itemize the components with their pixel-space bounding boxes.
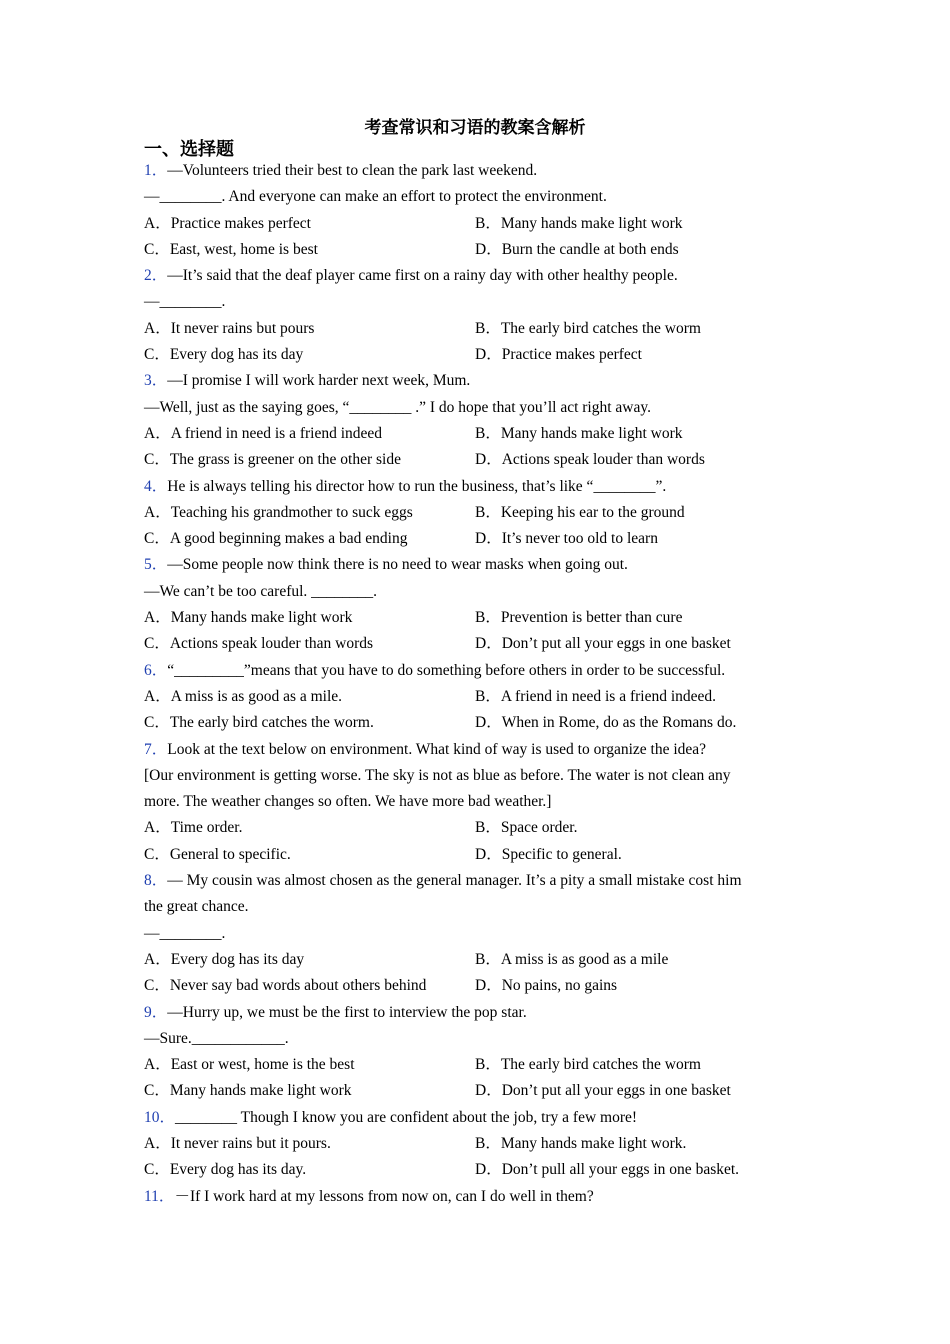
option-row (144, 421, 804, 447)
option-row (144, 1131, 804, 1157)
answer-option: D．Practice makes perfect (475, 346, 642, 364)
answer-option: B．Keeping his ear to the ground (475, 503, 685, 521)
question-line (144, 894, 804, 920)
answer-option: C．The early bird catches the worm. (144, 714, 374, 732)
question-text: “_________”means that you have to do something before others in order to be successful. (167, 661, 726, 679)
question-text: —________. And everyone can make an effort to protect the environment. (144, 188, 607, 206)
question-text: [Our environment is getting worse. The sky is not as blue as before. The water is not clean any (144, 766, 731, 784)
option-row (144, 237, 804, 263)
question-item (144, 158, 804, 263)
answer-option: A．East or west, home is the best (144, 1056, 355, 1074)
answer-option: D．Specific to general. (475, 845, 622, 863)
question-text: the great chance. (144, 898, 249, 916)
question-item (144, 552, 804, 657)
question-text: — My cousin was almost chosen as the general manager. It’s a pity a small mistake cost him (167, 872, 742, 890)
question-number: 8． (144, 872, 168, 890)
question-line (144, 184, 804, 210)
question-stem (144, 368, 804, 394)
option-row (144, 342, 804, 368)
question-item (144, 1000, 804, 1105)
answer-option: D．Burn the candle at both ends (475, 240, 679, 258)
answer-option: B．A friend in need is a friend indeed. (475, 687, 717, 705)
option-row (144, 500, 804, 526)
answer-option: C．General to specific. (144, 845, 291, 863)
question-item (144, 737, 804, 868)
answer-option: D．When in Rome, do as the Romans do. (475, 714, 737, 732)
option-row (144, 947, 804, 973)
question-text: －If I work hard at my lessons from now on, can I do well in them? (174, 1187, 594, 1205)
answer-option: A．Time order. (144, 819, 243, 837)
question-number: 3． (144, 372, 168, 390)
question-number: 2． (144, 267, 168, 285)
question-item (144, 263, 804, 368)
question-number: 11． (144, 1187, 175, 1205)
question-text: —It’s said that the deaf player came first on a rainy day with other healthy people. (167, 267, 678, 285)
question-item (144, 474, 804, 553)
question-number: 5． (144, 556, 168, 574)
question-number: 4． (144, 477, 168, 495)
question-stem (144, 263, 804, 289)
answer-option: A．It never rains but it pours. (144, 1134, 331, 1152)
question-text: —Well, just as the saying goes, “________ .” I do hope that you’ll act right away. (144, 398, 651, 416)
question-line (144, 579, 804, 605)
question-stem (144, 552, 804, 578)
question-text: —Hurry up, we must be the first to interview the pop star. (167, 1003, 527, 1021)
question-stem (144, 868, 804, 894)
answer-option: B．Many hands make light work. (475, 1134, 687, 1152)
option-row (144, 631, 804, 657)
answer-option: A．Practice makes perfect (144, 214, 311, 232)
answer-option: C．A good beginning makes a bad ending (144, 530, 408, 548)
question-number: 1． (144, 162, 168, 179)
section-heading: 一、选择题 (144, 139, 234, 160)
question-text: —Volunteers tried their best to clean the park last weekend. (167, 162, 538, 179)
answer-option: C．Every dog has its day (144, 346, 304, 364)
answer-option: A．It never rains but pours (144, 319, 315, 337)
answer-option: A．Every dog has its day (144, 950, 305, 968)
option-row (144, 447, 804, 473)
answer-option: D．Don’t put all your eggs in one basket (475, 1082, 731, 1100)
answer-option: A．A miss is as good as a mile. (144, 687, 343, 705)
question-text: —Sure.____________. (144, 1029, 289, 1047)
question-text: He is always telling his director how to run the business, that’s like “________”. (167, 477, 667, 495)
question-line (144, 763, 804, 789)
question-line (144, 395, 804, 421)
answer-option: B．The early bird catches the worm (475, 319, 701, 337)
question-text: —Some people now think there is no need to wear masks when going out. (167, 556, 628, 574)
answer-option: B．Many hands make light work (475, 214, 683, 232)
question-text: ________ Though I know you are confident about the job, try a few more! (175, 1108, 638, 1126)
question-item (144, 1105, 804, 1184)
answer-option: C．Many hands make light work (144, 1082, 352, 1100)
option-row (144, 973, 804, 999)
question-stem (144, 737, 804, 763)
answer-option: C．Never say bad words about others behind (144, 977, 427, 995)
question-number: 6． (144, 661, 168, 679)
answer-option: B．Many hands make light work (475, 424, 683, 442)
question-line (144, 289, 804, 315)
question-text: more. The weather changes so often. We have more bad weather.] (144, 793, 552, 811)
answer-option: C．East, west, home is best (144, 240, 318, 258)
option-row (144, 1157, 804, 1183)
option-row (144, 842, 804, 868)
option-row (144, 1052, 804, 1078)
question-stem (144, 474, 804, 500)
question-list (144, 158, 804, 1210)
question-text: —I promise I will work harder next week, Mum. (167, 372, 471, 390)
option-row (144, 605, 804, 631)
question-item (144, 868, 804, 999)
answer-option: A．Teaching his grandmother to suck eggs (144, 503, 413, 521)
question-text: —________. (144, 924, 226, 942)
answer-option: B．The early bird catches the worm (475, 1056, 701, 1074)
option-row (144, 1078, 804, 1104)
answer-option: C．The grass is greener on the other side (144, 451, 401, 469)
question-stem (144, 1105, 804, 1131)
question-stem (144, 158, 804, 184)
option-row (144, 211, 804, 237)
answer-option: C．Actions speak louder than words (144, 635, 374, 653)
answer-option: D．It’s never too old to learn (475, 530, 658, 548)
answer-option: A．A friend in need is a friend indeed (144, 424, 383, 442)
question-text: —________. (144, 293, 226, 311)
option-row (144, 815, 804, 841)
answer-option: A．Many hands make light work (144, 609, 353, 627)
question-line (144, 789, 804, 815)
question-stem (144, 1000, 804, 1026)
option-row (144, 684, 804, 710)
question-stem (144, 658, 804, 684)
question-item (144, 368, 804, 473)
answer-option: D．Actions speak louder than words (475, 451, 705, 469)
option-row (144, 526, 804, 552)
question-number: 10． (144, 1108, 176, 1126)
question-stem (144, 1184, 804, 1210)
question-line (144, 921, 804, 947)
question-text: —We can’t be too careful. ________. (144, 582, 378, 600)
answer-option: B．Space order. (475, 819, 578, 837)
question-item (144, 1184, 804, 1210)
answer-option: C．Every dog has its day. (144, 1161, 307, 1179)
question-item (144, 658, 804, 737)
question-number: 7． (144, 740, 168, 758)
answer-option: D．Don’t put all your eggs in one basket (475, 635, 731, 653)
answer-option: D．No pains, no gains (475, 977, 618, 995)
document-title: 考查常识和习语的教案含解析 (364, 118, 586, 138)
option-row (144, 316, 804, 342)
question-number: 9． (144, 1003, 168, 1021)
question-text: Look at the text below on environment. What kind of way is used to organize the idea? (167, 740, 707, 758)
question-line (144, 1026, 804, 1052)
answer-option: B．A miss is as good as a mile (475, 950, 669, 968)
option-row (144, 710, 804, 736)
answer-option: D．Don’t pull all your eggs in one basket. (475, 1161, 740, 1179)
answer-option: B．Prevention is better than cure (475, 609, 683, 627)
